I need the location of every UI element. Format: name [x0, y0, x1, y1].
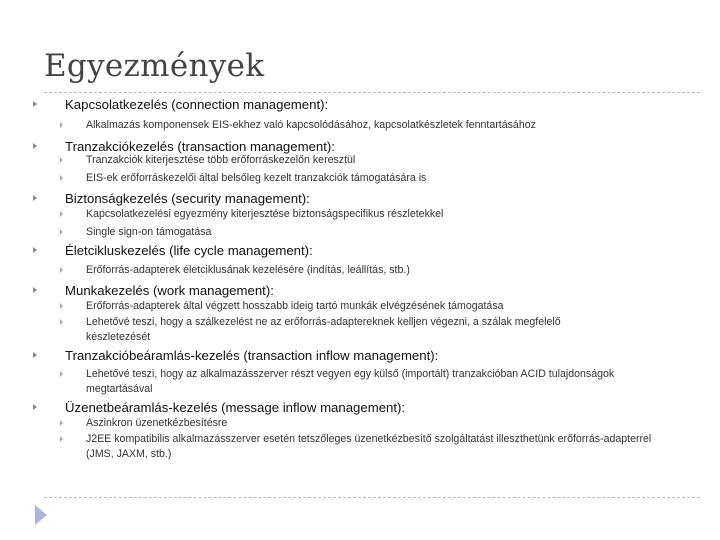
bullet-arrow-icon	[60, 229, 63, 235]
sub-bullet	[60, 153, 660, 168]
bullet-arrow-icon	[60, 319, 63, 325]
bullet-arrow-icon	[60, 436, 63, 442]
sub-bullet	[60, 118, 660, 133]
sub-bullet-text: Single sign-on támogatása	[86, 226, 212, 238]
bullet-arrow-icon	[60, 420, 63, 426]
bullet-arrow-icon	[33, 287, 37, 293]
bullet-arrow-icon	[33, 404, 37, 410]
title-divider	[44, 92, 700, 93]
slide-corner-triangle-icon	[35, 505, 47, 525]
bullet-arrow-icon	[33, 101, 37, 107]
bullet-arrow-icon	[60, 157, 63, 163]
sub-bullet	[60, 416, 660, 431]
bullet-arrow-icon	[60, 267, 63, 273]
sub-bullet-text: EIS-ek erőforráskezelői által belsőleg kezelt tranzakciók támogatására is	[86, 172, 427, 184]
bullet-arrow-icon	[60, 122, 63, 128]
bullet-arrow-icon	[60, 211, 63, 217]
sub-bullet	[60, 315, 660, 345]
bullet-arrow-icon	[60, 371, 63, 377]
bullet-arrow-icon	[33, 143, 37, 149]
bullet-arrow-icon	[33, 247, 37, 253]
sub-bullet-text: Kapcsolatkezelési egyezmény kiterjesztése biztonságspecifikus részletekkel	[86, 208, 444, 220]
bullet-arrow-icon	[33, 195, 37, 201]
sub-bullet-text: J2EE kompatibilis alkalmazásszerver esetén tetszőleges üzenetkézbesítő szolgáltatást illeszthetünk erőforrás-adapterrel (JMS, JAXM, stb.)	[86, 433, 652, 460]
bullet-transaction-inflow-management	[33, 348, 438, 363]
sub-bullet-text: Lehetővé teszi, hogy a szálkezelést ne az erőforrás-adaptereknek kelljen végezni, a szálak megfelelő készletezését	[86, 316, 561, 343]
bullet-heading: Biztonságkezelés (security management):	[65, 191, 310, 206]
bullet-heading: Munkakezelés (work management):	[65, 283, 274, 298]
bullet-arrow-icon	[60, 303, 63, 309]
sub-bullet	[60, 263, 660, 278]
bullet-arrow-icon	[33, 352, 37, 358]
bullet-security-management	[33, 191, 310, 206]
sub-bullet	[60, 367, 660, 397]
sub-bullet-text: Aszinkron üzenetkézbesítésre	[86, 417, 228, 429]
sub-bullet-text: Alkalmazás komponensek EIS-ekhez való kapcsolódásához, kapcsolatkészletek fenntartásához	[86, 119, 536, 131]
bullet-work-management	[33, 283, 274, 298]
bullet-heading: Üzenetbeáramlás-kezelés (message inflow management):	[65, 400, 406, 415]
sub-bullet-text: Tranzakciók kiterjesztése több erőforráskezelőn keresztül	[86, 154, 356, 166]
bullet-heading: Tranzakciókezelés (transaction management):	[65, 139, 335, 154]
slide-title: Egyezmények	[44, 48, 265, 84]
sub-bullet-text: Erőforrás-adapterek által végzett hosszabb ideig tartó munkák elvégzésének támogatása	[86, 300, 504, 312]
bullet-transaction-management	[33, 139, 335, 154]
sub-bullet	[60, 225, 660, 240]
bullet-heading: Kapcsolatkezelés (connection management):	[65, 97, 329, 112]
sub-bullet	[60, 171, 660, 186]
sub-bullet	[60, 432, 660, 462]
bullet-heading: Tranzakcióbeáramlás-kezelés (transaction inflow management):	[65, 348, 439, 363]
footer-divider	[44, 497, 700, 498]
sub-bullet	[60, 207, 660, 222]
sub-bullet-text: Erőforrás-adapterek életciklusának kezelésére (indítás, leállítás, stb.)	[86, 264, 410, 276]
bullet-heading: Életcikluskezelés (life cycle management):	[65, 243, 313, 258]
bullet-message-inflow-management	[33, 400, 405, 415]
sub-bullet	[60, 299, 660, 314]
sub-bullet-text: Lehetővé teszi, hogy az alkalmazásszerver részt vegyen egy külső (importált) tranzakcióban ACID tulajdonságok megtartásával	[86, 368, 615, 395]
bullet-arrow-icon	[60, 175, 63, 181]
bullet-life-cycle-management	[33, 243, 313, 258]
bullet-connection-management	[33, 97, 328, 112]
